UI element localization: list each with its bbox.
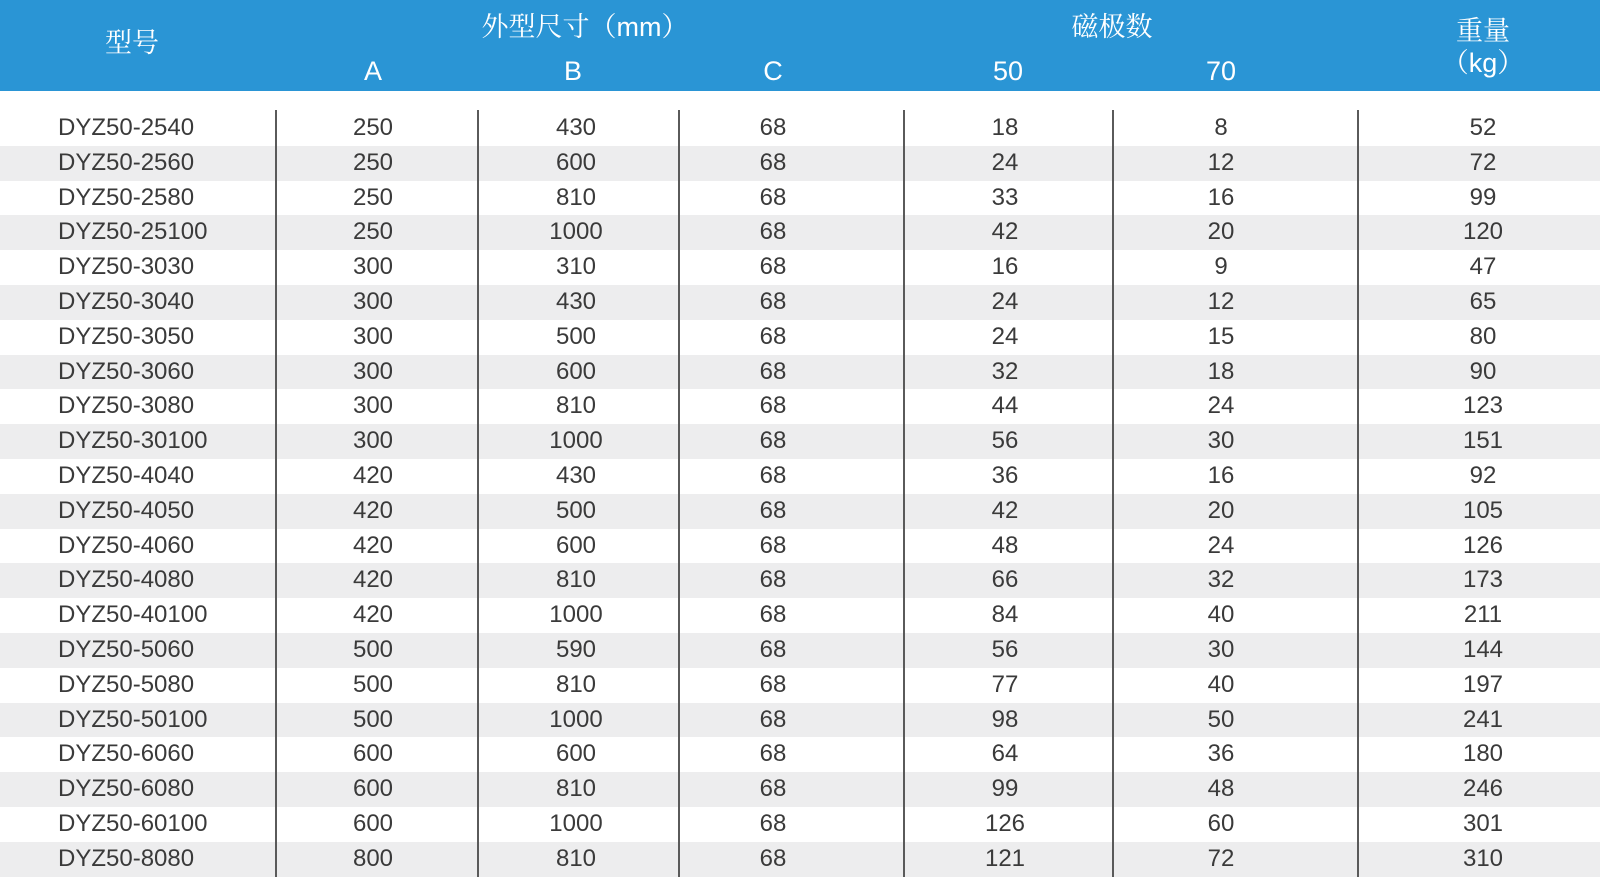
table-row xyxy=(0,633,1600,668)
dim-b-cell: 810 xyxy=(555,183,597,211)
poles-70-cell: 36 xyxy=(1207,740,1235,768)
weight-cell: 80 xyxy=(1469,322,1497,350)
model-cell: DYZ50-3040 xyxy=(58,287,195,315)
dim-c-cell: 68 xyxy=(759,218,787,246)
model-cell: DYZ50-3080 xyxy=(58,392,195,420)
dim-b-cell: 600 xyxy=(555,148,597,176)
model-cell: DYZ50-4040 xyxy=(58,461,195,489)
weight-cell: 310 xyxy=(1462,844,1504,872)
poles-70-cell: 9 xyxy=(1214,253,1228,281)
table-row xyxy=(0,320,1600,355)
table-row xyxy=(0,668,1600,703)
model-cell: DYZ50-50100 xyxy=(58,705,208,733)
dim-c-cell: 68 xyxy=(759,775,787,803)
dim-a-cell: 500 xyxy=(352,635,394,663)
model-cell: DYZ50-6060 xyxy=(58,740,195,768)
dim-c-cell: 68 xyxy=(759,461,787,489)
dim-c-cell: 68 xyxy=(759,427,787,455)
dim-b-cell: 430 xyxy=(555,287,597,315)
model-cell: DYZ50-4050 xyxy=(58,496,195,524)
table-row xyxy=(0,703,1600,738)
dim-a-cell: 420 xyxy=(352,531,394,559)
dim-a-cell: 250 xyxy=(352,218,394,246)
model-cell: DYZ50-40100 xyxy=(58,601,208,629)
dim-b-cell: 810 xyxy=(555,670,597,698)
table-header xyxy=(0,0,1600,91)
dim-b-cell: 1000 xyxy=(549,427,603,455)
poles-50-cell: 42 xyxy=(991,496,1019,524)
weight-cell: 52 xyxy=(1469,114,1497,141)
poles-50-cell: 16 xyxy=(991,253,1019,281)
column-divider xyxy=(903,110,905,877)
poles-70-cell: 48 xyxy=(1207,775,1235,803)
dim-b-cell: 430 xyxy=(555,461,597,489)
header-dimensions: 外型尺寸（mm） xyxy=(481,12,689,42)
column-divider xyxy=(1357,110,1359,877)
weight-cell: 72 xyxy=(1469,148,1497,176)
table-row xyxy=(0,807,1600,842)
dim-b-cell: 500 xyxy=(555,322,597,350)
dim-c-cell: 68 xyxy=(759,357,787,385)
poles-50-cell: 42 xyxy=(991,218,1019,246)
dim-a-cell: 250 xyxy=(352,114,394,141)
poles-70-cell: 60 xyxy=(1207,809,1235,837)
weight-cell: 99 xyxy=(1469,183,1497,211)
dim-a-cell: 420 xyxy=(352,496,394,524)
dim-b-cell: 810 xyxy=(555,566,597,594)
dim-a-cell: 800 xyxy=(352,844,394,872)
header-poles-50: 50 xyxy=(992,56,1024,86)
dim-b-cell: 1000 xyxy=(549,218,603,246)
table-row xyxy=(0,146,1600,181)
poles-50-cell: 44 xyxy=(991,392,1019,420)
weight-cell: 241 xyxy=(1462,705,1504,733)
weight-cell: 47 xyxy=(1469,253,1497,281)
poles-50-cell: 48 xyxy=(991,531,1019,559)
weight-cell: 120 xyxy=(1462,218,1504,246)
poles-70-cell: 30 xyxy=(1207,635,1235,663)
table-row xyxy=(0,215,1600,250)
dim-a-cell: 300 xyxy=(352,253,394,281)
model-cell: DYZ50-5080 xyxy=(58,670,195,698)
header-col-c: C xyxy=(763,56,783,86)
poles-70-cell: 40 xyxy=(1207,601,1235,629)
model-cell: DYZ50-3050 xyxy=(58,322,195,350)
model-cell: DYZ50-4080 xyxy=(58,566,195,594)
poles-70-cell: 18 xyxy=(1207,357,1235,385)
model-cell: DYZ50-60100 xyxy=(58,809,208,837)
table-row xyxy=(0,842,1600,877)
model-cell: DYZ50-4060 xyxy=(58,531,195,559)
poles-70-cell: 24 xyxy=(1207,531,1235,559)
poles-70-cell: 16 xyxy=(1207,183,1235,211)
dim-a-cell: 420 xyxy=(352,461,394,489)
poles-50-cell: 99 xyxy=(991,775,1019,803)
table-row xyxy=(0,737,1600,772)
poles-70-cell: 16 xyxy=(1207,461,1235,489)
model-cell: DYZ50-25100 xyxy=(58,218,208,246)
dim-b-cell: 1000 xyxy=(549,705,603,733)
weight-cell: 144 xyxy=(1462,635,1504,663)
weight-cell: 151 xyxy=(1462,427,1504,455)
dim-b-cell: 430 xyxy=(555,114,597,141)
poles-50-cell: 24 xyxy=(991,148,1019,176)
poles-50-cell: 121 xyxy=(984,844,1026,872)
dim-c-cell: 68 xyxy=(759,705,787,733)
dim-a-cell: 420 xyxy=(352,566,394,594)
poles-70-cell: 20 xyxy=(1207,496,1235,524)
model-cell: DYZ50-3060 xyxy=(58,357,195,385)
weight-cell: 65 xyxy=(1469,287,1497,315)
dim-a-cell: 300 xyxy=(352,357,394,385)
column-divider xyxy=(678,110,680,877)
table-row xyxy=(0,111,1600,146)
dim-c-cell: 68 xyxy=(759,183,787,211)
dim-b-cell: 600 xyxy=(555,531,597,559)
poles-50-cell: 24 xyxy=(991,287,1019,315)
dim-c-cell: 68 xyxy=(759,392,787,420)
table-row xyxy=(0,563,1600,598)
dim-c-cell: 68 xyxy=(759,287,787,315)
weight-cell: 90 xyxy=(1469,357,1497,385)
model-cell: DYZ50-2560 xyxy=(58,148,195,176)
poles-50-cell: 18 xyxy=(991,114,1019,141)
poles-50-cell: 64 xyxy=(991,740,1019,768)
table-row xyxy=(0,355,1600,390)
dim-a-cell: 300 xyxy=(352,392,394,420)
dim-a-cell: 250 xyxy=(352,183,394,211)
dim-a-cell: 300 xyxy=(352,427,394,455)
dim-c-cell: 68 xyxy=(759,740,787,768)
table-row xyxy=(0,250,1600,285)
table-row xyxy=(0,389,1600,424)
poles-70-cell: 24 xyxy=(1207,392,1235,420)
poles-70-cell: 72 xyxy=(1207,844,1235,872)
poles-50-cell: 77 xyxy=(991,670,1019,698)
weight-cell: 173 xyxy=(1462,566,1504,594)
dim-c-cell: 68 xyxy=(759,566,787,594)
weight-cell: 126 xyxy=(1462,531,1504,559)
poles-50-cell: 33 xyxy=(991,183,1019,211)
poles-50-cell: 36 xyxy=(991,461,1019,489)
dim-b-cell: 1000 xyxy=(549,601,603,629)
poles-70-cell: 12 xyxy=(1207,287,1235,315)
dim-a-cell: 250 xyxy=(352,148,394,176)
dim-b-cell: 600 xyxy=(555,357,597,385)
poles-70-cell: 40 xyxy=(1207,670,1235,698)
header-col-b: B xyxy=(563,56,583,86)
model-cell: DYZ50-2580 xyxy=(58,183,195,211)
dim-a-cell: 420 xyxy=(352,601,394,629)
column-divider xyxy=(477,110,479,877)
model-cell: DYZ50-5060 xyxy=(58,635,195,663)
table-row xyxy=(0,181,1600,216)
poles-50-cell: 66 xyxy=(991,566,1019,594)
model-cell: DYZ50-2540 xyxy=(58,114,195,141)
header-weight-unit: （kg） xyxy=(1441,48,1525,78)
weight-cell: 197 xyxy=(1462,670,1504,698)
poles-70-cell: 50 xyxy=(1207,705,1235,733)
table-row xyxy=(0,285,1600,320)
header-poles: 磁极数 xyxy=(1071,12,1153,42)
poles-70-cell: 15 xyxy=(1207,322,1235,350)
poles-50-cell: 126 xyxy=(984,809,1026,837)
dim-b-cell: 810 xyxy=(555,775,597,803)
weight-cell: 123 xyxy=(1462,392,1504,420)
column-divider xyxy=(1112,110,1114,877)
poles-70-cell: 20 xyxy=(1207,218,1235,246)
poles-70-cell: 32 xyxy=(1207,566,1235,594)
dim-c-cell: 68 xyxy=(759,809,787,837)
poles-50-cell: 98 xyxy=(991,705,1019,733)
poles-70-cell: 8 xyxy=(1214,114,1228,141)
model-cell: DYZ50-8080 xyxy=(58,844,195,872)
dim-a-cell: 600 xyxy=(352,809,394,837)
weight-cell: 92 xyxy=(1469,461,1497,489)
dim-b-cell: 310 xyxy=(555,253,597,281)
dim-a-cell: 600 xyxy=(352,740,394,768)
model-cell: DYZ50-3030 xyxy=(58,253,195,281)
table-body xyxy=(0,111,1600,877)
header-model: 型号 xyxy=(105,28,159,58)
weight-cell: 246 xyxy=(1462,775,1504,803)
table-row xyxy=(0,772,1600,807)
weight-cell: 301 xyxy=(1462,809,1504,837)
header-col-a: A xyxy=(363,56,383,86)
dim-c-cell: 68 xyxy=(759,531,787,559)
poles-70-cell: 12 xyxy=(1207,148,1235,176)
dim-a-cell: 500 xyxy=(352,705,394,733)
dim-c-cell: 68 xyxy=(759,601,787,629)
weight-cell: 180 xyxy=(1462,740,1504,768)
table-row xyxy=(0,494,1600,529)
dim-b-cell: 810 xyxy=(555,392,597,420)
table-row xyxy=(0,459,1600,494)
poles-50-cell: 56 xyxy=(991,635,1019,663)
weight-cell: 105 xyxy=(1462,496,1504,524)
dim-c-cell: 68 xyxy=(759,496,787,524)
dim-c-cell: 68 xyxy=(759,253,787,281)
weight-cell: 211 xyxy=(1463,601,1503,629)
column-divider xyxy=(275,110,277,877)
poles-50-cell: 56 xyxy=(991,427,1019,455)
dim-a-cell: 300 xyxy=(352,322,394,350)
dim-b-cell: 810 xyxy=(555,844,597,872)
dim-c-cell: 68 xyxy=(759,670,787,698)
model-cell: DYZ50-30100 xyxy=(58,427,208,455)
table-row xyxy=(0,529,1600,564)
dim-a-cell: 300 xyxy=(352,287,394,315)
dim-b-cell: 500 xyxy=(555,496,597,524)
dim-c-cell: 68 xyxy=(759,148,787,176)
header-weight: 重量 xyxy=(1456,16,1510,46)
dim-b-cell: 1000 xyxy=(549,809,603,837)
table-row xyxy=(0,598,1600,633)
poles-50-cell: 84 xyxy=(991,601,1019,629)
dim-b-cell: 600 xyxy=(555,740,597,768)
poles-50-cell: 32 xyxy=(991,357,1019,385)
dim-c-cell: 68 xyxy=(759,635,787,663)
dim-c-cell: 68 xyxy=(759,322,787,350)
header-poles-70: 70 xyxy=(1205,56,1237,86)
poles-50-cell: 24 xyxy=(991,322,1019,350)
poles-70-cell: 30 xyxy=(1207,427,1235,455)
dim-c-cell: 68 xyxy=(759,114,787,141)
dim-a-cell: 600 xyxy=(352,775,394,803)
dim-c-cell: 68 xyxy=(759,844,787,872)
model-cell: DYZ50-6080 xyxy=(58,775,195,803)
dim-a-cell: 500 xyxy=(352,670,394,698)
dim-b-cell: 590 xyxy=(555,635,597,663)
table-row xyxy=(0,424,1600,459)
